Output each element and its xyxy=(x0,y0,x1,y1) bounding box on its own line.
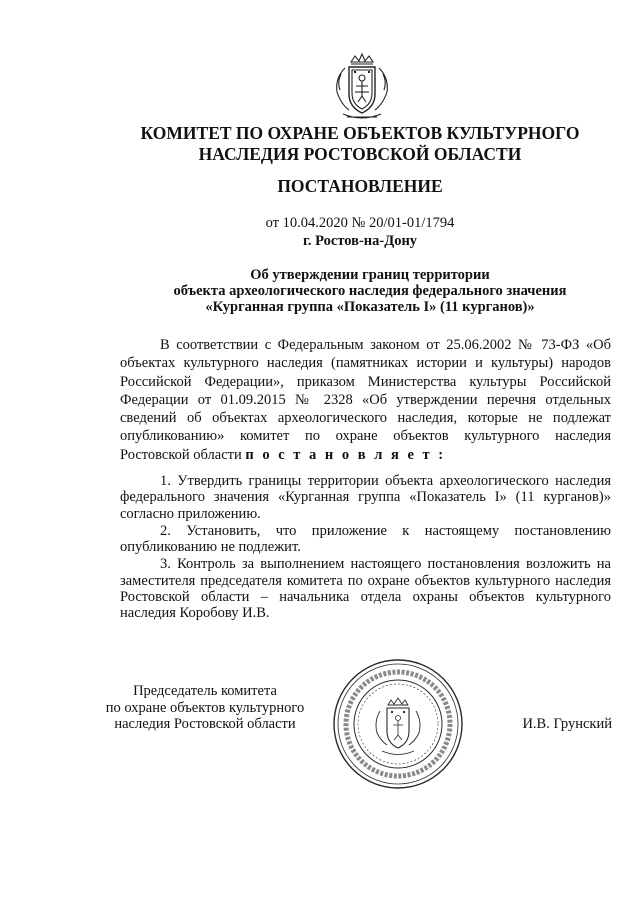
city: г. Ростов-на-Дону xyxy=(302,233,418,249)
decree-word: п о с т а н о в л я е т : xyxy=(245,446,446,463)
subject-line-1: Об утверждении границ территории xyxy=(250,267,490,283)
preamble-paragraph xyxy=(120,336,611,464)
date-number: от 10.04.2020 № 20/01-01/1794 xyxy=(265,215,455,231)
subject-line-3: «Курганная группа «Показатель I» (11 курганов)» xyxy=(205,299,535,315)
coat-of-arms-icon xyxy=(331,52,393,122)
position-line-1: Председатель комитета xyxy=(133,683,277,699)
document-type: ПОСТАНОВЛЕНИЕ xyxy=(277,176,443,196)
org-line-1: КОМИТЕТ ПО ОХРАНЕ ОБЪЕКТОВ КУЛЬТУРНОГО xyxy=(140,123,580,143)
position-line-2: по охране объектов культурного xyxy=(105,699,305,716)
document-meta xyxy=(120,214,600,250)
subject-line-2: объекта археологического наследия федерального значения xyxy=(173,283,567,299)
resolution-items xyxy=(120,473,611,623)
resolution-item-2: 2. Установить, что приложение к настоящему постановлению опубликованию не подлежит. xyxy=(120,522,611,556)
official-seal-icon xyxy=(330,655,466,793)
signatory-name: И.В. Грунский xyxy=(522,716,612,732)
preamble xyxy=(120,336,611,464)
org-line-2: НАСЛЕДИЯ РОСТОВСКОЙ ОБЛАСТИ xyxy=(198,144,522,164)
position-line-3: наследия Ростовской области xyxy=(114,716,296,732)
document-subject xyxy=(120,267,620,315)
resolution-item-3: 3. Контроль за выполнением настоящего постановления возложить на заместителя председателя комитета по охране объектов культурного наследия Ростовской области – начальника отдела охраны объектов культурного наследия Коробову И.В. xyxy=(120,556,611,622)
preamble-text: В соответствии с Федеральным законом от 25.06.2002 № 73-ФЗ «Об объектах культурного наследия (памятниках истории и культуры) народов Российской Федерации», приказом Министерства культуры Российской Федерации от 01.09.2015 № 2328 «Об утверждении перечня отдельных сведений об объектах археологического наследия, которые не подлежат опубликованию» комитет по охране объектов культурного наследия Ростовской области xyxy=(120,337,611,463)
organization-name xyxy=(120,123,600,165)
resolution-item-1: 1. Утвердить границы территории объекта археологического наследия федерального значения «Курганная группа «Показатель I» (11 курганов)» согласно приложению. xyxy=(120,473,611,522)
signatory-position xyxy=(80,683,330,733)
